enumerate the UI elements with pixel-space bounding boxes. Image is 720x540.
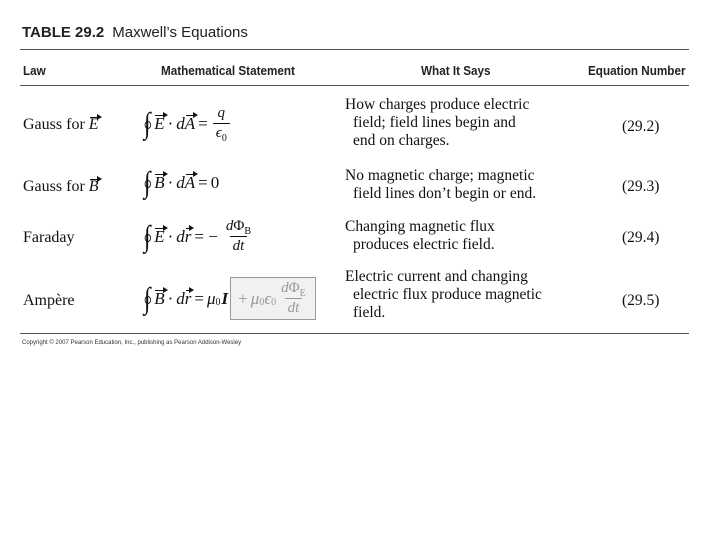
law-ampere: Ampère bbox=[23, 292, 75, 309]
table-number: TABLE 29.2 bbox=[22, 24, 105, 41]
equation-gauss-b: ∫ B · d A = 0 bbox=[143, 166, 220, 199]
closed-integral-symbol: ∫ bbox=[143, 166, 151, 199]
equation-number-29-4: (29.4) bbox=[622, 229, 660, 246]
equation-ampere: ∫ B · d r = μ 0 I + μ 0 ϵ 0 $\frac{d\Phi_E}{dt}$ bbox=[143, 277, 316, 320]
displacement-current-term: + μ 0 ϵ 0 $\frac{d\Phi_E}{dt}$ bbox=[230, 277, 316, 320]
description-gauss-e: How charges produce electric field; field lines begin and end on charges. bbox=[345, 96, 530, 149]
header-law: Law bbox=[23, 63, 46, 78]
table-title bbox=[22, 24, 248, 41]
top-rule bbox=[20, 49, 689, 50]
equation-faraday: ∫ E · d r = − $\frac{d\Phi_B}{dt}$ bbox=[143, 218, 256, 255]
header-math: Mathematical Statement bbox=[161, 63, 295, 78]
closed-integral-symbol: ∫ bbox=[143, 281, 151, 315]
law-gauss-b: Gauss for B bbox=[23, 178, 99, 195]
fraction: $\frac{d\Phi_E}{dt}$ bbox=[281, 280, 306, 316]
fraction: $\frac{d\Phi_B}{dt}$ bbox=[225, 218, 251, 254]
equation-gauss-e: ∫ E · d A = $\frac{q}{\epsilon_0}$ bbox=[143, 105, 232, 142]
fraction: $\frac{q}{\epsilon_0}$ bbox=[213, 105, 230, 142]
equation-number-29-2: (29.2) bbox=[622, 118, 660, 135]
header-eqnum: Equation Number bbox=[588, 63, 686, 78]
closed-integral-symbol: ∫ bbox=[143, 106, 151, 140]
bottom-rule bbox=[20, 333, 689, 334]
law-faraday: Faraday bbox=[23, 229, 75, 246]
equation-number-29-5: (29.5) bbox=[622, 292, 660, 309]
equation-number-29-3: (29.3) bbox=[622, 178, 660, 195]
description-faraday: Changing magnetic flux produces electric field. bbox=[345, 218, 495, 253]
law-gauss-e: Gauss for E bbox=[23, 116, 99, 133]
description-gauss-b: No magnetic charge; magnetic field lines don’t begin or end. bbox=[345, 167, 537, 202]
closed-integral-symbol: ∫ bbox=[143, 219, 151, 253]
table-name: Maxwell’s Equations bbox=[112, 24, 248, 41]
description-ampere: Electric current and changing electric flux produce magnetic field. bbox=[345, 268, 542, 321]
copyright-notice: Copyright © 2007 Pearson Education, Inc., publishing as Pearson Addison-Wesley bbox=[22, 340, 242, 346]
header-says: What It Says bbox=[421, 63, 491, 78]
header-rule bbox=[20, 85, 689, 86]
